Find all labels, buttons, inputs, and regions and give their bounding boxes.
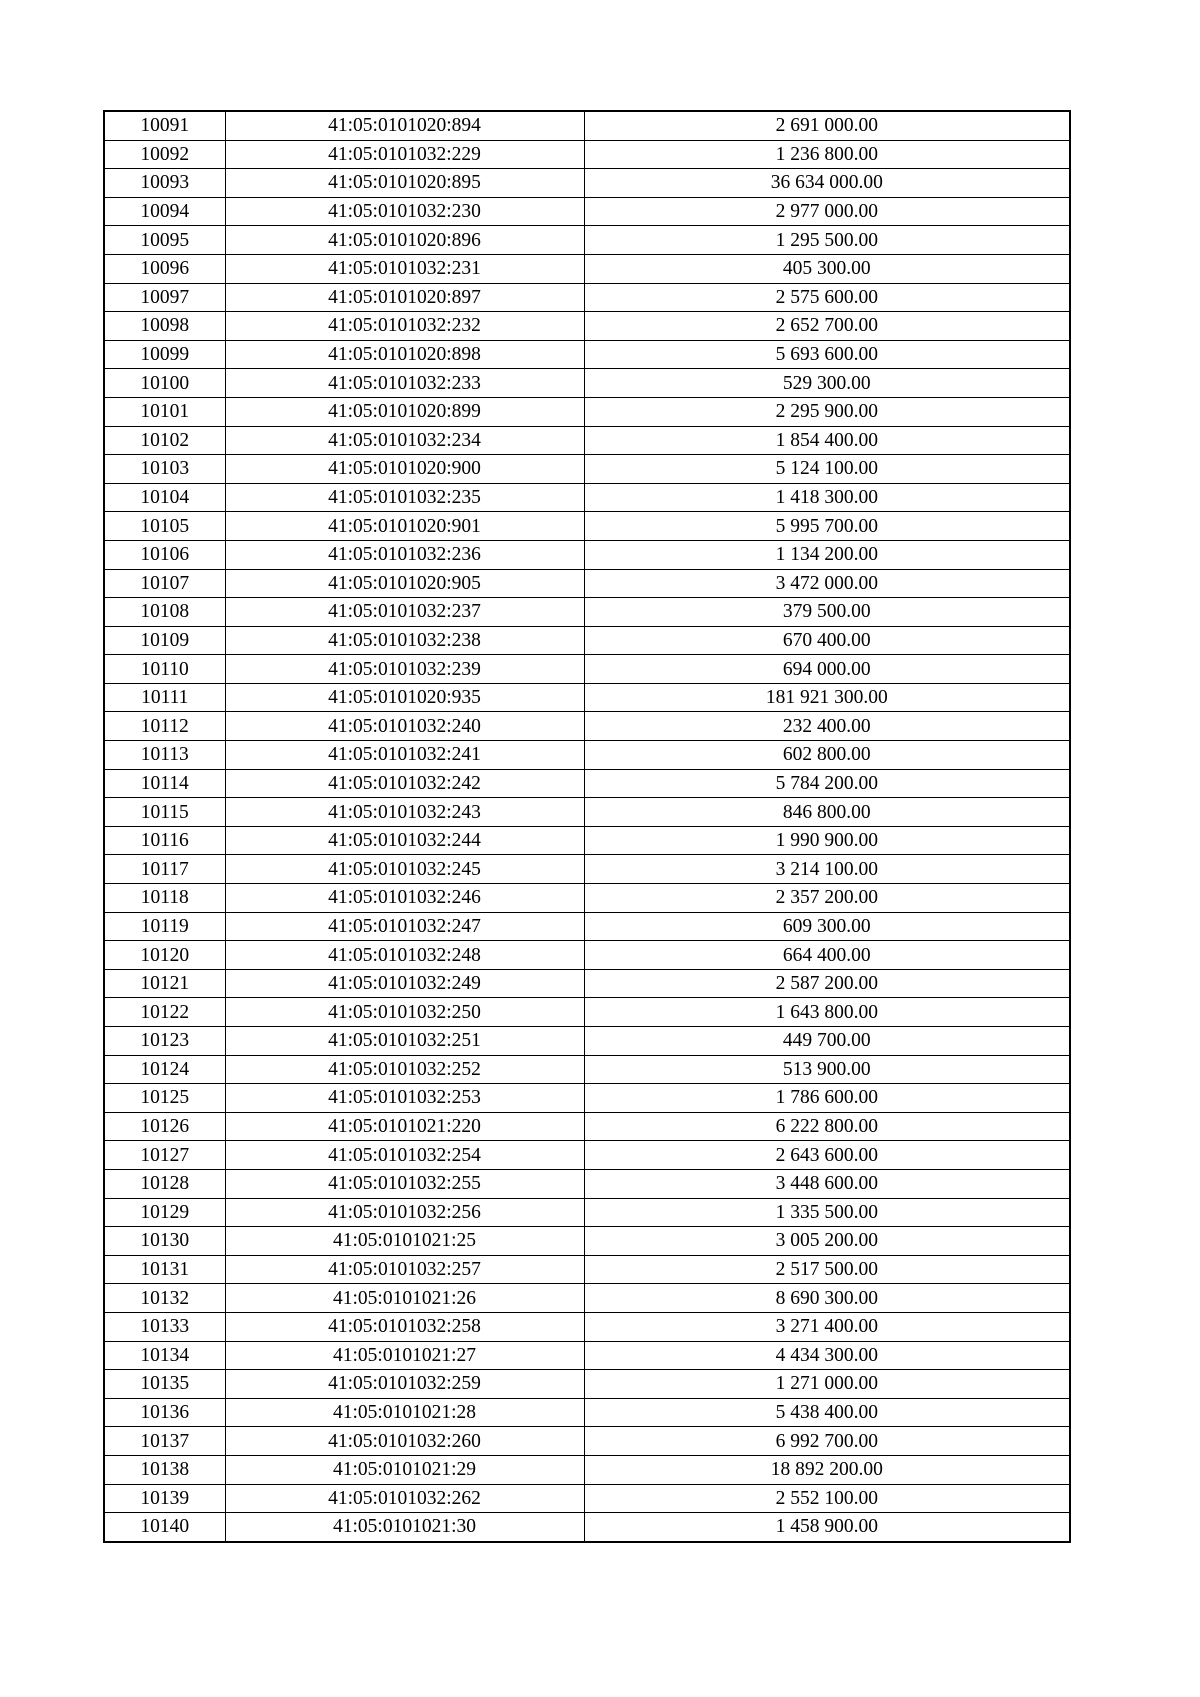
table-row	[104, 855, 1070, 884]
cadastral-number-cell: 41:05:0101032:234	[225, 426, 584, 455]
cadastral-value-cell: 5 124 100.00	[584, 455, 1070, 484]
cadastral-value-cell: 8 690 300.00	[584, 1284, 1070, 1313]
cadastral-value-cell: 1 134 200.00	[584, 540, 1070, 569]
cadastral-value-cell: 2 587 200.00	[584, 969, 1070, 998]
table-row	[104, 712, 1070, 741]
cadastral-number-cell: 41:05:0101020:895	[225, 169, 584, 198]
row-number-cell: 10093	[104, 169, 225, 198]
cadastral-number-cell: 41:05:0101032:249	[225, 969, 584, 998]
cadastral-value-cell: 670 400.00	[584, 626, 1070, 655]
cadastral-number-cell: 41:05:0101032:248	[225, 941, 584, 970]
table-row	[104, 912, 1070, 941]
table-row	[104, 1198, 1070, 1227]
cadastral-number-cell: 41:05:0101020:905	[225, 569, 584, 598]
cadastral-value-cell: 1 418 300.00	[584, 483, 1070, 512]
row-number-cell: 10118	[104, 884, 225, 913]
cadastral-number-cell: 41:05:0101032:254	[225, 1141, 584, 1170]
table-row	[104, 1370, 1070, 1399]
cadastral-number-cell: 41:05:0101032:252	[225, 1055, 584, 1084]
row-number-cell: 10095	[104, 226, 225, 255]
row-number-cell: 10106	[104, 540, 225, 569]
cadastral-number-cell: 41:05:0101032:250	[225, 998, 584, 1027]
table-row	[104, 312, 1070, 341]
row-number-cell: 10094	[104, 197, 225, 226]
cadastral-value-cell: 2 517 500.00	[584, 1255, 1070, 1284]
cadastral-value-cell: 4 434 300.00	[584, 1341, 1070, 1370]
cadastral-value-cell: 1 458 900.00	[584, 1513, 1070, 1542]
row-number-cell: 10115	[104, 798, 225, 827]
cadastral-value-cell: 529 300.00	[584, 369, 1070, 398]
cadastral-value-cell: 1 295 500.00	[584, 226, 1070, 255]
row-number-cell: 10097	[104, 283, 225, 312]
row-number-cell: 10103	[104, 455, 225, 484]
row-number-cell: 10104	[104, 483, 225, 512]
row-number-cell: 10127	[104, 1141, 225, 1170]
cadastral-number-cell: 41:05:0101021:25	[225, 1227, 584, 1256]
cadastral-value-cell: 3 005 200.00	[584, 1227, 1070, 1256]
cadastral-number-cell: 41:05:0101032:233	[225, 369, 584, 398]
cadastral-value-cell: 449 700.00	[584, 1027, 1070, 1056]
table-row	[104, 998, 1070, 1027]
cadastral-number-cell: 41:05:0101032:229	[225, 140, 584, 169]
table-row	[104, 884, 1070, 913]
cadastral-value-cell: 694 000.00	[584, 655, 1070, 684]
row-number-cell: 10132	[104, 1284, 225, 1313]
row-number-cell: 10105	[104, 512, 225, 541]
table-row	[104, 1513, 1070, 1542]
table-row	[104, 111, 1070, 140]
cadastral-value-cell: 602 800.00	[584, 741, 1070, 770]
cadastral-value-cell: 18 892 200.00	[584, 1455, 1070, 1484]
table-row	[104, 1484, 1070, 1513]
row-number-cell: 10092	[104, 140, 225, 169]
row-number-cell: 10100	[104, 369, 225, 398]
cadastral-number-cell: 41:05:0101020:897	[225, 283, 584, 312]
cadastral-value-cell: 3 214 100.00	[584, 855, 1070, 884]
cadastral-number-cell: 41:05:0101021:29	[225, 1455, 584, 1484]
table-row	[104, 254, 1070, 283]
cadastral-number-cell: 41:05:0101032:232	[225, 312, 584, 341]
cadastral-number-cell: 41:05:0101032:245	[225, 855, 584, 884]
table-row	[104, 1427, 1070, 1456]
cadastral-number-cell: 41:05:0101032:241	[225, 741, 584, 770]
row-number-cell: 10109	[104, 626, 225, 655]
cadastral-value-cell: 1 990 900.00	[584, 826, 1070, 855]
cadastral-value-cell: 846 800.00	[584, 798, 1070, 827]
row-number-cell: 10136	[104, 1398, 225, 1427]
row-number-cell: 10133	[104, 1312, 225, 1341]
table-row	[104, 1141, 1070, 1170]
table-row	[104, 769, 1070, 798]
row-number-cell: 10091	[104, 111, 225, 140]
cadastral-value-cell: 36 634 000.00	[584, 169, 1070, 198]
table-row	[104, 455, 1070, 484]
row-number-cell: 10117	[104, 855, 225, 884]
cadastral-number-cell: 41:05:0101032:238	[225, 626, 584, 655]
table-row	[104, 1284, 1070, 1313]
row-number-cell: 10130	[104, 1227, 225, 1256]
table-row	[104, 340, 1070, 369]
cadastral-value-cell: 6 992 700.00	[584, 1427, 1070, 1456]
cadastral-number-cell: 41:05:0101032:253	[225, 1084, 584, 1113]
table-row	[104, 483, 1070, 512]
table-row	[104, 426, 1070, 455]
cadastral-value-cell: 379 500.00	[584, 598, 1070, 627]
cadastral-number-cell: 41:05:0101021:26	[225, 1284, 584, 1313]
table-row	[104, 197, 1070, 226]
row-number-cell: 10124	[104, 1055, 225, 1084]
row-number-cell: 10101	[104, 397, 225, 426]
row-number-cell: 10125	[104, 1084, 225, 1113]
table-row	[104, 1055, 1070, 1084]
table-row	[104, 941, 1070, 970]
cadastral-number-cell: 41:05:0101032:260	[225, 1427, 584, 1456]
row-number-cell: 10112	[104, 712, 225, 741]
table-row	[104, 569, 1070, 598]
cadastral-number-cell: 41:05:0101032:231	[225, 254, 584, 283]
table-row	[104, 1227, 1070, 1256]
cadastral-value-cell: 6 222 800.00	[584, 1112, 1070, 1141]
table-row	[104, 1169, 1070, 1198]
cadastral-value-cell: 2 295 900.00	[584, 397, 1070, 426]
cadastral-value-cell: 609 300.00	[584, 912, 1070, 941]
cadastral-value-cell: 2 691 000.00	[584, 111, 1070, 140]
table-row	[104, 598, 1070, 627]
cadastral-number-cell: 41:05:0101032:230	[225, 197, 584, 226]
cadastral-number-cell: 41:05:0101021:27	[225, 1341, 584, 1370]
table-row	[104, 1341, 1070, 1370]
table-row	[104, 1455, 1070, 1484]
cadastral-value-cell: 2 652 700.00	[584, 312, 1070, 341]
cadastral-number-cell: 41:05:0101032:255	[225, 1169, 584, 1198]
cadastral-value-cell: 2 575 600.00	[584, 283, 1070, 312]
table-row	[104, 741, 1070, 770]
table-row	[104, 1112, 1070, 1141]
cadastral-number-cell: 41:05:0101032:256	[225, 1198, 584, 1227]
table-row	[104, 683, 1070, 712]
row-number-cell: 10116	[104, 826, 225, 855]
row-number-cell: 10120	[104, 941, 225, 970]
table-row	[104, 1398, 1070, 1427]
cadastral-value-cell: 2 552 100.00	[584, 1484, 1070, 1513]
row-number-cell: 10099	[104, 340, 225, 369]
cadastral-value-cell: 2 357 200.00	[584, 884, 1070, 913]
row-number-cell: 10134	[104, 1341, 225, 1370]
cadastral-value-cell: 3 448 600.00	[584, 1169, 1070, 1198]
cadastral-number-cell: 41:05:0101032:259	[225, 1370, 584, 1399]
table-row	[104, 655, 1070, 684]
row-number-cell: 10131	[104, 1255, 225, 1284]
cadastral-value-cell: 664 400.00	[584, 941, 1070, 970]
cadastral-number-cell: 41:05:0101032:244	[225, 826, 584, 855]
cadastral-number-cell: 41:05:0101032:247	[225, 912, 584, 941]
row-number-cell: 10138	[104, 1455, 225, 1484]
table-row	[104, 540, 1070, 569]
cadastral-number-cell: 41:05:0101032:237	[225, 598, 584, 627]
cadastral-value-cell: 3 472 000.00	[584, 569, 1070, 598]
row-number-cell: 10128	[104, 1169, 225, 1198]
cadastral-value-cell: 2 643 600.00	[584, 1141, 1070, 1170]
cadastral-value-cell: 1 236 800.00	[584, 140, 1070, 169]
table-row	[104, 826, 1070, 855]
row-number-cell: 10102	[104, 426, 225, 455]
cadastral-value-cell: 5 693 600.00	[584, 340, 1070, 369]
row-number-cell: 10137	[104, 1427, 225, 1456]
table-row	[104, 369, 1070, 398]
cadastral-number-cell: 41:05:0101032:251	[225, 1027, 584, 1056]
row-number-cell: 10111	[104, 683, 225, 712]
table-row	[104, 1084, 1070, 1113]
row-number-cell: 10129	[104, 1198, 225, 1227]
cadastral-number-cell: 41:05:0101032:262	[225, 1484, 584, 1513]
cadastral-number-cell: 41:05:0101020:901	[225, 512, 584, 541]
cadastral-number-cell: 41:05:0101020:899	[225, 397, 584, 426]
cadastral-value-table	[103, 110, 1071, 1543]
row-number-cell: 10114	[104, 769, 225, 798]
table-row	[104, 169, 1070, 198]
row-number-cell: 10113	[104, 741, 225, 770]
cadastral-number-cell: 41:05:0101020:900	[225, 455, 584, 484]
table-row	[104, 1027, 1070, 1056]
table-row	[104, 283, 1070, 312]
cadastral-number-cell: 41:05:0101032:242	[225, 769, 584, 798]
cadastral-value-cell: 1 271 000.00	[584, 1370, 1070, 1399]
row-number-cell: 10126	[104, 1112, 225, 1141]
row-number-cell: 10110	[104, 655, 225, 684]
cadastral-number-cell: 41:05:0101032:258	[225, 1312, 584, 1341]
row-number-cell: 10119	[104, 912, 225, 941]
cadastral-number-cell: 41:05:0101032:236	[225, 540, 584, 569]
table-row	[104, 798, 1070, 827]
table-row	[104, 226, 1070, 255]
table-row	[104, 626, 1070, 655]
row-number-cell: 10140	[104, 1513, 225, 1542]
row-number-cell: 10121	[104, 969, 225, 998]
table-row	[104, 512, 1070, 541]
table-row	[104, 140, 1070, 169]
cadastral-value-cell: 2 977 000.00	[584, 197, 1070, 226]
cadastral-value-cell: 513 900.00	[584, 1055, 1070, 1084]
cadastral-number-cell: 41:05:0101032:257	[225, 1255, 584, 1284]
cadastral-value-cell: 1 854 400.00	[584, 426, 1070, 455]
cadastral-number-cell: 41:05:0101021:220	[225, 1112, 584, 1141]
cadastral-value-cell: 5 995 700.00	[584, 512, 1070, 541]
row-number-cell: 10122	[104, 998, 225, 1027]
cadastral-value-cell: 181 921 300.00	[584, 683, 1070, 712]
row-number-cell: 10123	[104, 1027, 225, 1056]
cadastral-number-cell: 41:05:0101021:28	[225, 1398, 584, 1427]
cadastral-number-cell: 41:05:0101032:243	[225, 798, 584, 827]
cadastral-number-cell: 41:05:0101032:246	[225, 884, 584, 913]
cadastral-number-cell: 41:05:0101020:898	[225, 340, 584, 369]
row-number-cell: 10107	[104, 569, 225, 598]
cadastral-number-cell: 41:05:0101032:240	[225, 712, 584, 741]
cadastral-number-cell: 41:05:0101021:30	[225, 1513, 584, 1542]
cadastral-number-cell: 41:05:0101020:894	[225, 111, 584, 140]
table-row	[104, 1312, 1070, 1341]
cadastral-value-cell: 1 643 800.00	[584, 998, 1070, 1027]
row-number-cell: 10096	[104, 254, 225, 283]
cadastral-number-cell: 41:05:0101020:935	[225, 683, 584, 712]
cadastral-value-cell: 405 300.00	[584, 254, 1070, 283]
cadastral-value-cell: 1 786 600.00	[584, 1084, 1070, 1113]
cadastral-number-cell: 41:05:0101032:235	[225, 483, 584, 512]
cadastral-value-cell: 5 438 400.00	[584, 1398, 1070, 1427]
cadastral-number-cell: 41:05:0101020:896	[225, 226, 584, 255]
cadastral-value-cell: 232 400.00	[584, 712, 1070, 741]
cadastral-value-cell: 5 784 200.00	[584, 769, 1070, 798]
row-number-cell: 10098	[104, 312, 225, 341]
cadastral-value-cell: 3 271 400.00	[584, 1312, 1070, 1341]
table-row	[104, 969, 1070, 998]
row-number-cell: 10139	[104, 1484, 225, 1513]
row-number-cell: 10108	[104, 598, 225, 627]
table-body	[104, 111, 1070, 1542]
table-row	[104, 397, 1070, 426]
row-number-cell: 10135	[104, 1370, 225, 1399]
cadastral-number-cell: 41:05:0101032:239	[225, 655, 584, 684]
table-row	[104, 1255, 1070, 1284]
cadastral-value-cell: 1 335 500.00	[584, 1198, 1070, 1227]
